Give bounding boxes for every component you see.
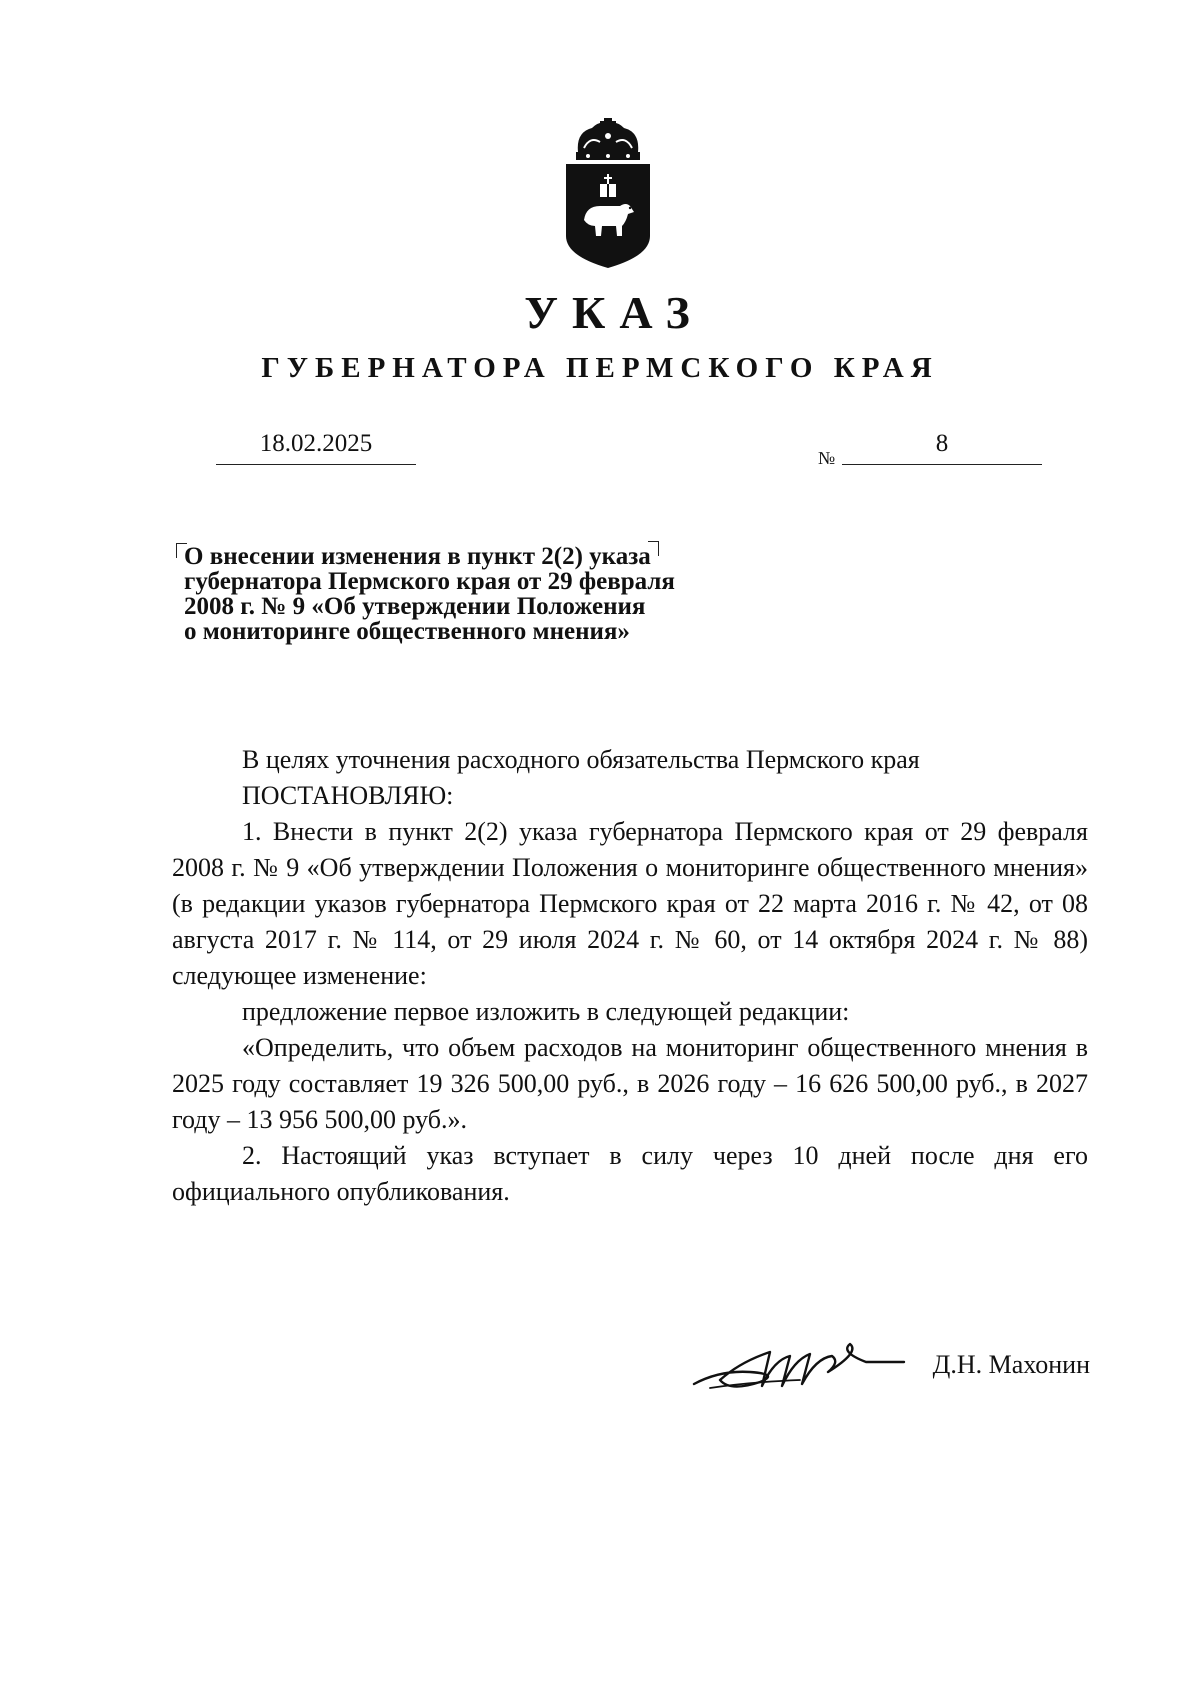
preamble-paragraph: В целях уточнения расходного обязательства Пермского края — [242, 745, 920, 774]
handwritten-signature-icon — [690, 1322, 910, 1402]
coat-of-arms-icon — [560, 118, 656, 270]
signer-name: Д.Н. Махонин — [932, 1350, 1090, 1379]
subject-line: о мониторинге общественного мнения» — [184, 618, 630, 645]
document-number: 8 — [842, 430, 1042, 465]
resolve-paragraph: ПОСТАНОВЛЯЮ: — [242, 781, 454, 810]
subject-line: губернатора Пермского края от 29 февраля — [184, 568, 675, 595]
document-body — [172, 742, 1088, 1210]
amendment-intro-paragraph: предложение первое изложить в следующей редакции: — [242, 997, 850, 1026]
number-label: № — [818, 448, 836, 468]
clause-2-paragraph: 2. Настоящий указ вступает в силу через 10 дней после дня его официального опубликования. — [172, 1141, 1088, 1206]
subject-line: 2008 г. № 9 «Об утверждении Положения — [184, 593, 646, 620]
subject-line: О внесении изменения в пункт 2(2) указа — [184, 543, 651, 570]
document-subtitle: ГУБЕРНАТОРА ПЕРМСКОГО КРАЯ — [261, 352, 939, 384]
amendment-text-paragraph: «Определить, что объем расходов на мониторинг общественного мнения в 2025 году составляет 19 326 500,00 руб., в 2026 году – 16 626 500,00 руб., в 2027 году – 13 956 500,00 руб.». — [172, 1033, 1088, 1134]
document-subject — [184, 544, 784, 644]
signature-block — [690, 1322, 1090, 1402]
document-title: УКАЗ — [524, 287, 704, 338]
document-date: 18.02.2025 — [216, 430, 416, 465]
clause-1-paragraph: 1. Внести в пункт 2(2) указа губернатора Пермского края от 29 февраля 2008 г. № 9 «Об утверждении Положения о мониторинге общественного мнения» (в редакции указов губернатора Пермского края от 22 марта 2016 г. № 42, от 08 августа 2017 г. № 114, от 29 июля 2024 г. № 60, от 14 октября 2024 г. № 88) следующее изменение: — [172, 817, 1088, 990]
